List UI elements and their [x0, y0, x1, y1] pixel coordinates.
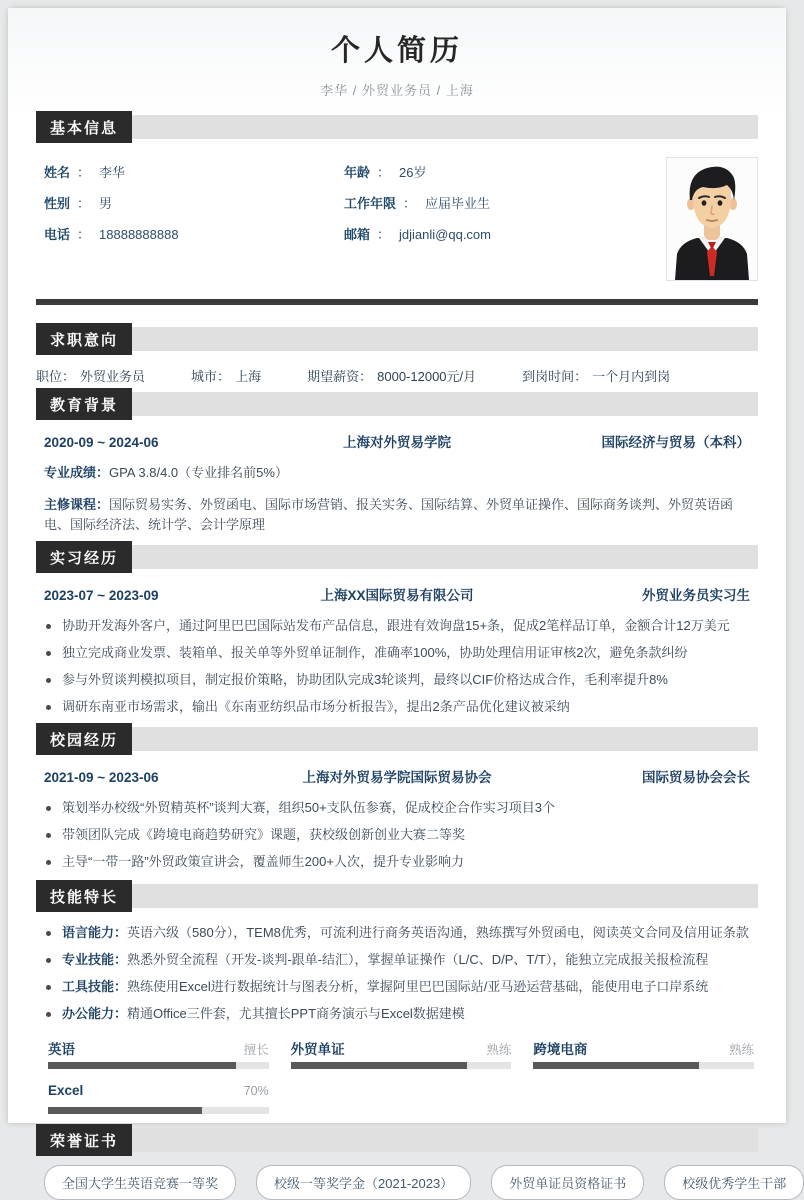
skills-bullet [38, 1004, 750, 1024]
honor-badge: 外贸单证员资格证书 [491, 1165, 644, 1200]
skill-bar-header [48, 1038, 269, 1056]
skill-bar-item [291, 1038, 512, 1069]
intent-value: 8000-12000元/月 [377, 369, 477, 384]
field-colon: ： [377, 165, 391, 180]
section-bar-honors [36, 1128, 758, 1152]
field-label: 电话 [44, 227, 71, 242]
courses-value: 国际贸易实务、外贸函电、国际市场营销、报关实务、国际结算、外贸单证操作、国际商务谈判、外贸英语函电、国际经济法、统计学、会计学原理 [44, 497, 734, 533]
field-colon: ： [77, 196, 91, 211]
field-value: 26岁 [399, 165, 427, 180]
skill-bar-name: 跨境电商 [533, 1042, 588, 1058]
gpa-value: GPA 3.8/4.0（专业排名前5%） [109, 465, 288, 480]
skill-bar-name: 外贸单证 [290, 1042, 345, 1058]
skill-bullet-label: 办公能力： [62, 1006, 128, 1022]
intent-value: 外贸业务员 [80, 369, 146, 384]
section-bar-basic-info [36, 115, 758, 139]
field-colon: ： [377, 227, 391, 242]
section-bar-job-intent [36, 327, 758, 351]
basic-info-field [44, 194, 344, 214]
section-title-basic-info: 基本信息 [36, 111, 132, 143]
internship-bullet: 调研东南亚市场需求，输出《东南亚纺织品市场分析报告》，提出2条产品优化建议被采纳 [38, 697, 750, 717]
education-degree: 国际经济与贸易（本科） [601, 435, 750, 450]
field-colon: ： [77, 165, 91, 180]
gpa-label: 专业成绩： [44, 465, 110, 480]
skill-bullet-text: 熟悉外贸全流程（开发-谈判-跟单-结汇），掌握单证操作（L/C、D/P、T/T），能独立完成报关报检流程 [127, 952, 709, 968]
intent-colon: ： [62, 369, 76, 384]
job-intent-item [36, 366, 145, 384]
section-bar-education [36, 392, 758, 416]
campus-bullet: 策划举办校级“外贸精英杯”谈判大赛，组织50+支队伍参赛，促成校企合作实习项目3个 [38, 798, 750, 818]
skill-bar-track [291, 1062, 512, 1069]
campus-bullet: 主导“一带一路”外贸政策宣讲会，覆盖师生200+人次，提升专业影响力 [38, 852, 750, 872]
skill-bar-level: 70% [243, 1084, 269, 1099]
skills-bullet [38, 950, 750, 970]
education-period: 2020-09 ~ 2024-06 [44, 435, 159, 450]
field-label: 工作年限 [344, 196, 397, 211]
courses-label: 主修课程： [44, 497, 110, 513]
job-intent-item [522, 366, 670, 384]
internship-bullet: 协助开发海外客户，通过阿里巴巴国际站发布产品信息，跟进有效询盘15+条，促成2笔样品订单，金额合计12万美元 [38, 616, 750, 636]
skill-bar-fill [48, 1107, 202, 1114]
intent-colon: ： [217, 369, 231, 384]
field-value: 男 [99, 196, 113, 211]
skill-bar-track [48, 1107, 269, 1114]
basic-info-field [44, 163, 344, 183]
page-subtitle: 李华 / 外贸业务员 / 上海 [320, 83, 474, 98]
skills-bullet [38, 923, 750, 943]
skills-bullet [38, 977, 750, 997]
basic-info-fields [36, 153, 758, 245]
skill-bullet-label: 语言能力： [62, 925, 128, 941]
section-title-education: 教育背景 [36, 388, 132, 420]
education-courses-line [44, 495, 750, 535]
intent-label: 到岗时间 [522, 369, 575, 384]
resume-page [8, 8, 787, 1192]
section-title-honors: 荣誉证书 [36, 1124, 132, 1156]
skill-bars [48, 1038, 754, 1114]
profile-photo-illustration [667, 158, 757, 280]
intent-value: 一个月内到岗 [592, 369, 671, 384]
campus-role: 国际贸易协会会长 [642, 770, 750, 786]
campus-organization: 上海对外贸易学院国际贸易协会 [302, 770, 492, 786]
field-colon: ： [77, 227, 91, 242]
section-title-skills: 技能特长 [36, 880, 132, 912]
field-label: 年龄 [344, 165, 371, 180]
skill-bar-item [533, 1038, 754, 1069]
skill-bar-fill [48, 1062, 236, 1069]
internship-bullet: 独立完成商业发票、装箱单、报关单等外贸单证制作，准确率100%，协助处理信用证审核2次，避免条款纠纷 [38, 643, 750, 663]
field-colon: ： [403, 196, 417, 211]
skill-bullet-label: 工具技能： [62, 979, 128, 995]
field-value: 李华 [99, 165, 126, 180]
skill-bullet-text: 精通Office三件套，尤其擅长PPT商务演示与Excel数据建模 [127, 1006, 465, 1022]
skill-bar-name: 英语 [48, 1042, 75, 1058]
section-divider [36, 299, 758, 305]
section-bar-campus [36, 727, 758, 751]
education-school: 上海对外贸易学院 [343, 435, 451, 450]
intent-label: 期望薪资 [307, 369, 360, 384]
skill-bar-level: 熟练 [728, 1043, 754, 1058]
resume-header [8, 8, 786, 115]
page-title: 个人简历 [330, 35, 463, 67]
job-intent-item [307, 366, 476, 384]
skill-bar-fill [291, 1062, 468, 1069]
skill-bullet-label: 专业技能： [62, 952, 128, 968]
internship-company: 上海XX国际贸易有限公司 [320, 588, 474, 604]
field-label: 性别 [44, 196, 71, 211]
section-bar-skills [36, 884, 758, 908]
basic-info-field [44, 225, 344, 245]
skill-bar-header [533, 1038, 754, 1056]
internship-heading [44, 584, 750, 604]
skill-bar-track [533, 1062, 754, 1069]
skill-bar-track [48, 1062, 269, 1069]
field-value: jdjianli@qq.com [399, 227, 491, 242]
section-title-job-intent: 求职意向 [36, 323, 132, 355]
intent-colon: ： [574, 369, 588, 384]
section-title-campus: 校园经历 [36, 723, 132, 755]
honor-badges [44, 1165, 787, 1200]
skill-bar-name: Excel [48, 1083, 84, 1099]
honor-badge: 校级优秀学生干部 [664, 1165, 804, 1200]
skill-bar-fill [533, 1062, 699, 1069]
intent-colon: ： [359, 369, 373, 384]
field-value: 应届毕业生 [425, 196, 491, 211]
campus-period: 2021-09 ~ 2023-06 [44, 770, 159, 786]
education-heading [44, 431, 750, 451]
basic-info-block [36, 153, 758, 289]
skill-bar-item [48, 1038, 269, 1069]
internship-role: 外贸业务员实习生 [642, 588, 750, 604]
field-label: 姓名 [44, 165, 71, 180]
skill-bar-level: 擅长 [243, 1043, 269, 1058]
internship-period: 2023-07 ~ 2023-09 [44, 588, 159, 604]
profile-photo [666, 157, 758, 281]
job-intent-item [191, 366, 261, 384]
section-bar-internship [36, 545, 758, 569]
section-title-internship: 实习经历 [36, 541, 132, 573]
internship-bullets [38, 616, 750, 717]
campus-heading [44, 766, 750, 786]
campus-bullet: 带领团队完成《跨境电商趋势研究》课题，获校级创新创业大赛二等奖 [38, 825, 750, 845]
skill-bar-header [291, 1038, 512, 1056]
campus-bullets [38, 798, 750, 872]
education-gpa-line [44, 463, 750, 483]
job-intent-row [36, 366, 758, 384]
skill-bullet-text: 英语六级（580分），TEM8优秀，可流利进行商务英语沟通，熟练撰写外贸函电，阅读英文合同及信用证条款 [127, 925, 749, 941]
skill-bar-item [48, 1083, 269, 1114]
skill-bar-header [48, 1083, 269, 1101]
honor-badge: 全国大学生英语竞赛一等奖 [44, 1165, 236, 1200]
intent-label: 职位 [36, 369, 63, 384]
internship-bullet: 参与外贸谈判模拟项目，制定报价策略，协助团队完成3轮谈判，最终以CIF价格达成合作，毛利率提升8% [38, 670, 750, 690]
intent-value: 上海 [235, 369, 262, 384]
field-value: 18888888888 [99, 227, 179, 242]
skill-bar-level: 熟练 [486, 1043, 512, 1058]
skills-bullets [38, 923, 750, 1024]
skill-bullet-text: 熟练使用Excel进行数据统计与图表分析，掌握阿里巴巴国际站/亚马逊运营基础，能使用电子口岸系统 [127, 979, 709, 995]
honor-badge: 校级一等奖学金（2021-2023） [256, 1165, 471, 1200]
intent-label: 城市 [191, 369, 218, 384]
field-label: 邮箱 [344, 227, 371, 242]
